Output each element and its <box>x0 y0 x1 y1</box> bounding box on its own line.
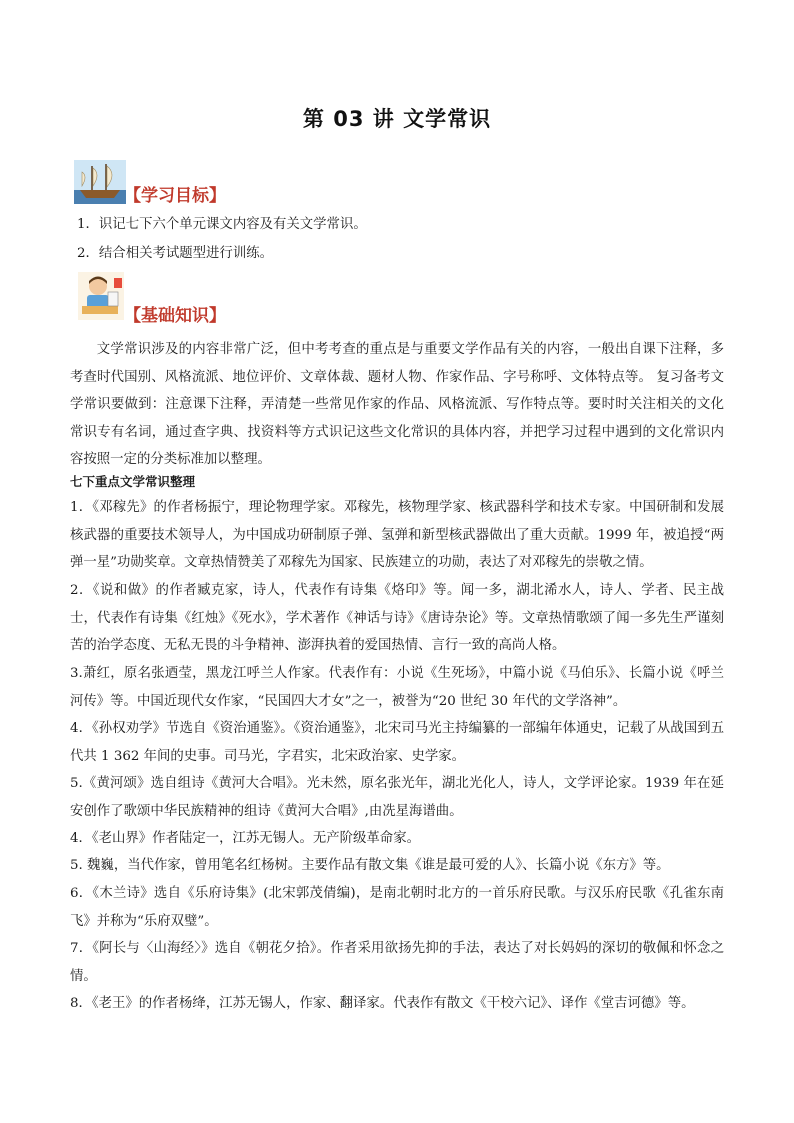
student-reading-icon <box>78 272 124 320</box>
section-subheading: 七下重点文学常识整理 <box>70 474 196 489</box>
goal-item: 2．结合相关考试题型进行训练。 <box>77 246 273 261</box>
list-item: 7．《阿长与〈山海经〉》选自《朝花夕拾》。作者采用欲扬先抑的手法，表达了对长妈妈的深切的敬佩和怀念之情。 <box>70 941 724 984</box>
list-item: 6．《木兰诗》选自《乐府诗集》(北宋郭茂倩编)，是南北朝时北方的一首乐府民歌。与汉乐府民歌《孔雀东南飞》并称为“乐府双璧”。 <box>70 886 724 929</box>
list-item: 4．《孙权劝学》节选自《资治通鉴》。《资治通鉴》，北宋司马光主持编纂的一部编年体通史，记载了从战国到五代共 1 362 年间的史事。司马光，字君实，北宋政治家、史学家。 <box>70 721 724 764</box>
list-item: 5.《黄河颂》选自组诗《黄河大合唱》。光未然，原名张光年，湖北光化人，诗人，文学评论家。1939 年在延安创作了歌颂中华民族精神的组诗《黄河大合唱》,由冼星海谱曲。 <box>70 776 724 819</box>
list-item: 8．《老王》的作者杨绛，江苏无锡人，作家、翻译家。代表作有散文《干校六记》、译作《堂吉诃德》等。 <box>70 996 695 1011</box>
basics-header: 【基础知识】 <box>124 306 226 326</box>
goals-header: 【学习目标】 <box>124 186 226 206</box>
page-title: 第 03 讲 文学常识 <box>302 107 492 131</box>
ship-icon <box>74 160 126 204</box>
intro-paragraph: 文学常识涉及的内容非常广泛，但中考考查的重点是与重要文学作品有关的内容，一般出自课下注释，多考查时代国别、风格流派、地位评价、文章体裁、题材人物、作家作品、字号称呼、文体特点等。 复习备考文学常识要做到：注意课下注释，弄清楚一些常见作家的作品、风格流派、写作特点等。要时时关注相关的文化常识专有名词，通过查字典、找资料等方式识记这些文化常识的具体内容，并把学习过程中遇到的文化常识内容按照一定的分类标准加以整理。 <box>70 342 724 467</box>
goal-item: 1．识记七下六个单元课文内容及有关文学常识。 <box>77 217 367 232</box>
list-item: 1．《邓稼先》的作者杨振宁，理论物理学家。邓稼先，核物理学家、核武器科学和技术专家。中国研制和发展核武器的重要技术领导人，为中国成功研制原子弹、氢弹和新型核武器做出了重大贡献。1999 年，被追授“两弹一星”功勋奖章。文章热情赞美了邓稼先为国家、民族建立的功勋，表达了对邓稼先的崇敬之情。 <box>70 500 724 570</box>
list-item: 2．《说和做》的作者臧克家，诗人，代表作有诗集《烙印》等。闻一多，湖北浠水人，诗人、学者、民主战士，代表作有诗集《红烛》《死水》，学术著作《神话与诗》《唐诗杂论》等。文章热情歌颂了闻一多先生严谨刻苦的治学态度、无私无畏的斗争精神、澎湃执着的爱国热情、言行一致的高尚人格。 <box>70 583 724 653</box>
list-item: 3.萧红，原名张迺莹，黑龙江呼兰人作家。代表作有：小说《生死场》，中篇小说《马伯乐》、长篇小说《呼兰河传》等。中国近现代女作家，“民国四大才女”之一，被誉为“20 世纪 30 年代的文学洛神”。 <box>70 666 724 709</box>
list-item: 5. 魏巍，当代作家，曾用笔名红杨树。主要作品有散文集《谁是最可爱的人》、长篇小说《东方》等。 <box>70 858 670 873</box>
list-item: 4．《老山界》作者陆定一，江苏无锡人。无产阶级革命家。 <box>70 831 420 846</box>
